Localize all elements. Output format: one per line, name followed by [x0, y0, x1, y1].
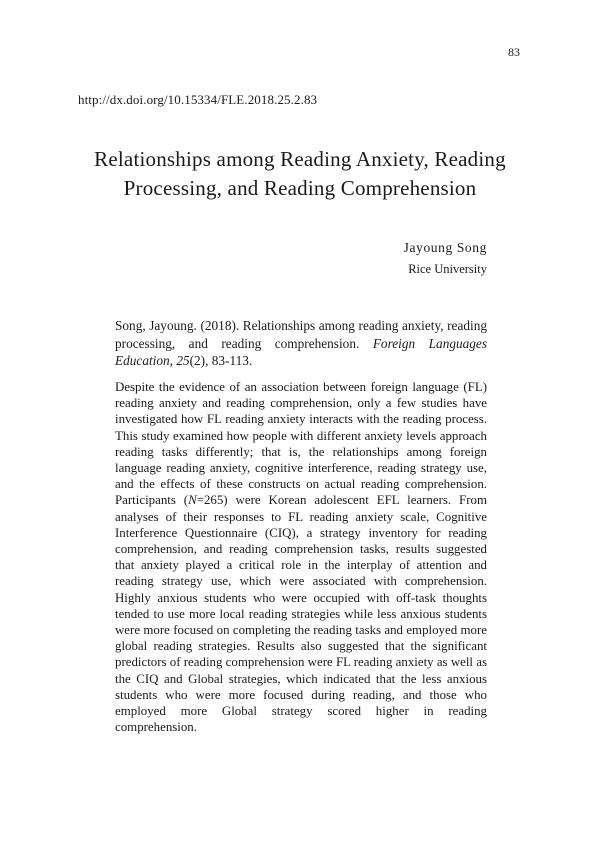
title-line-1: Relationships among Reading Anxiety, Reading	[94, 147, 506, 171]
abstract: Despite the evidence of an association between foreign language (FL) reading anxiety and reading comprehension, only a few studies have investigated how FL reading anxiety interacts with the reading process. This study examined how people with different anxiety levels approach reading tasks differently; that is, the relationships among foreign language reading anxiety, cognitive interference, reading strategy use, and the effects of these constructs on actual reading comprehension. Participants (N=265) were Korean adolescent EFL learners. From analyses of their responses to FL reading anxiety scale, Cognitive Interference Questionnaire (CIQ), a strategy inventory for reading comprehension, and reading comprehension tasks, results suggested that anxiety played a critical role in the interplay of attention and reading strategy use, which were associated with comprehension. Highly anxious students who were occupied with off-task thoughts tended to use more local reading strategies while less anxious students were more focused on completing the reading tasks and employed more global reading strategies. Results also suggested that the significant predictors of reading comprehension were FL reading anxiety as well as the CIQ and Global strategies, which indicated that the less anxious students who were more focused during reading, and those who employed more Global strategy scored higher in reading comprehension.	[115, 380, 487, 735]
author-affiliation: Rice University	[408, 262, 487, 276]
title-line-2: Processing, and Reading Comprehension	[123, 176, 477, 200]
paper-title	[60, 145, 540, 203]
citation-issue-pages: (2), 83-113.	[189, 353, 253, 368]
author-block	[404, 237, 487, 279]
author-name: Jayoung Song	[403, 240, 487, 255]
doi-link[interactable]: http://dx.doi.org/10.15334/FLE.2018.25.2.83	[78, 92, 318, 107]
page-number: 83	[508, 45, 520, 59]
citation-lead: Song, Jayoung. (2018). Relationships among reading anxiety, reading processing, and reading comprehension.	[115, 318, 487, 351]
citation-journal: Foreign Languages Education,	[115, 335, 488, 368]
citation-volume: 25	[176, 353, 190, 368]
citation	[115, 317, 487, 370]
sample-size-symbol: N	[188, 493, 197, 508]
